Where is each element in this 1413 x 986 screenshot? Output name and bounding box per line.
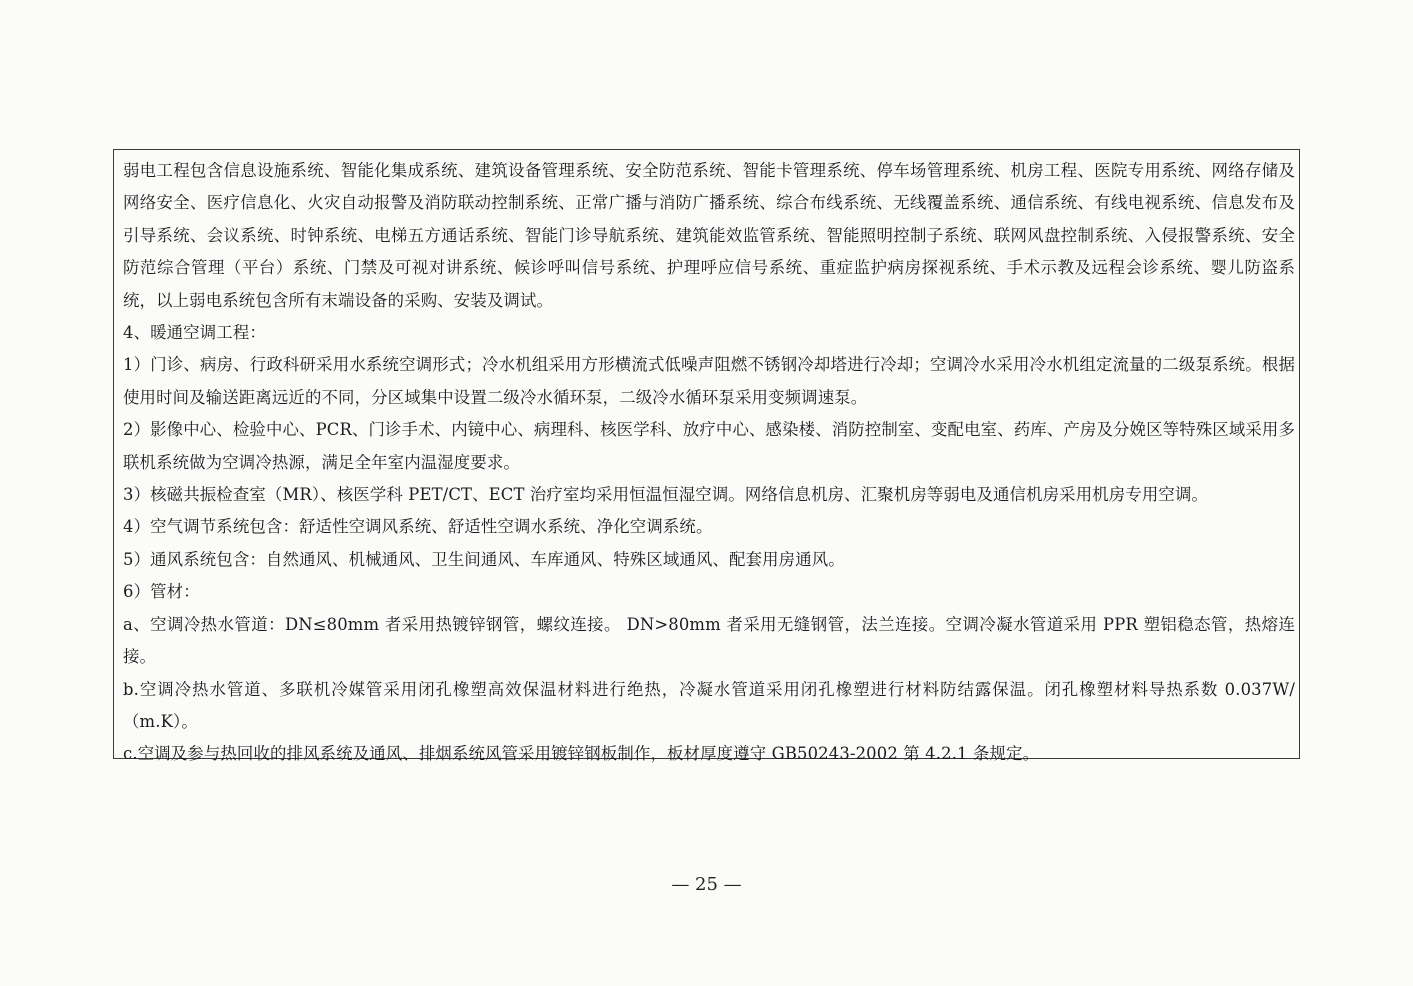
paragraph-item-c: c.空调及参与热回收的排风系统及通风、排烟系统风管采用镀锌钢板制作，板材厚度遵守 GB50243-2002 第 4.2.1 条规定。 (123, 744, 1040, 764)
paragraph-item-1: 1）门诊、病房、行政科研采用水系统空调形式；冷水机组采用方形横流式低噪声阻燃不锈钢冷却塔进行冷却；空调冷水采用冷水机组定流量的二级泵系统。根据使用时间及输送距离远近的不同，分区域集中设置二级冷水循环泵，二级冷水循环泵采用变频调速泵。 (123, 355, 1295, 407)
paragraph-weak-current: 弱电工程包含信息设施系统、智能化集成系统、建筑设备管理系统、安全防范系统、智能卡管理系统、停车场管理系统、机房工程、医院专用系统、网络存储及网络安全、医疗信息化、火灾自动报警及消防联动控制系统、正常广播与消防广播系统、综合布线系统、无线覆盖系统、通信系统、有线电视系统、信息发布及引导系统、会议系统、时钟系统、电梯五方通话系统、智能门诊导航系统、建筑能效监管系统、智能照明控制子系统、联网风盘控制系统、入侵报警系统、安全防范综合管理（平台）系统、门禁及可视对讲系统、候诊呼叫信号系统、护理呼应信号系统、重症监护病房探视系统、手术示教及远程会诊系统、婴儿防盗系统，以上弱电系统包含所有末端设备的采购、安装及调试。 (123, 161, 1295, 310)
paragraph-item-3: 3）核磁共振检查室（MR）、核医学科 PET/CT、ECT 治疗室均采用恒温恒湿空调。网络信息机房、汇聚机房等弱电及通信机房采用机房专用空调。 (123, 485, 1209, 505)
paragraph-item-6: 6）管材： (123, 582, 200, 602)
section-heading-hvac: 4、暖通空调工程： (123, 323, 266, 343)
paragraph-item-5: 5）通风系统包含：自然通风、机械通风、卫生间通风、车库通风、特殊区域通风、配套用房通风。 (123, 549, 845, 569)
paragraph-item-2: 2）影像中心、检验中心、PCR、门诊手术、内镜中心、病理科、核医学科、放疗中心、感染楼、消防控制室、变配电室、药库、产房及分娩区等特殊区域采用多联机系统做为空调冷热源，满足全年室内温湿度要求。 (123, 420, 1295, 472)
paragraph-item-a: a、空调冷热水管道：DN≤80mm 者采用热镀锌钢管，螺纹连接。 DN>80mm 者采用无缝钢管，法兰连接。空调冷凝水管道采用 PPR 塑铝稳态管，热熔连接。 (123, 614, 1295, 667)
paragraph-item-b: b.空调冷热水管道、多联机冷媒管采用闭孔橡塑高效保温材料进行绝热，冷凝水管道采用闭孔橡塑进行材料防结露保温。闭孔橡塑材料导热系数 0.037W/（m.K）。 (123, 679, 1295, 731)
page-number: — 25 — (671, 874, 742, 895)
document-body (123, 155, 1295, 771)
paragraph-item-4: 4）空气调节系统包含：舒适性空调风系统、舒适性空调水系统、净化空调系统。 (123, 517, 713, 537)
